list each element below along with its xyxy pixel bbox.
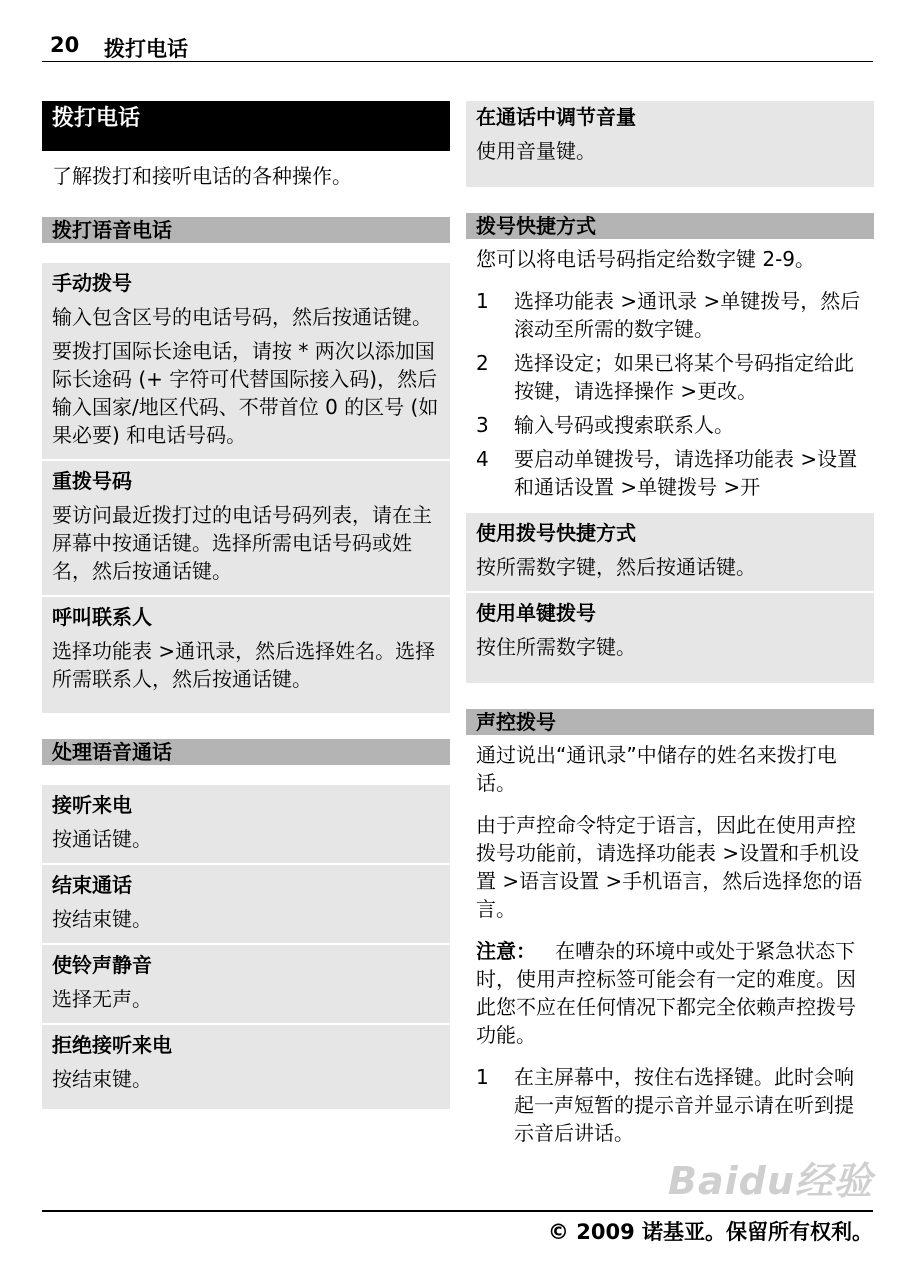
footer-divider <box>42 1210 873 1212</box>
volume-heading: 在通话中调节音量 <box>476 105 636 129</box>
manual-dial-text-1: 输入包含区号的电话号码，然后按通话键。 <box>52 305 432 329</box>
watermark: Baidu经验 <box>668 1159 873 1203</box>
list-item: 3 输入号码或搜索联系人。 <box>476 413 734 437</box>
call-contact-heading: 呼叫联系人 <box>52 605 152 629</box>
right-column <box>466 101 874 1153</box>
list-item: 4 要启动单键拨号，请选择功能表 >设置和通话设置 >单键拨号 >开 <box>476 447 858 499</box>
redial-heading: 重拨号码 <box>52 469 132 493</box>
speed-dial-intro: 您可以将电话号码指定给数字键 2-9。 <box>476 247 816 271</box>
manual-dial-heading: 手动拨号 <box>52 271 132 295</box>
call-contact-box <box>42 597 450 713</box>
end-call-text: 按结束键。 <box>52 907 152 931</box>
footer-copyright: © 2009 诺基亚。保留所有权利。 <box>547 1220 873 1244</box>
end-call-box <box>42 865 450 943</box>
use-speed-dial-box <box>466 513 874 591</box>
mute-text: 选择无声。 <box>52 987 152 1011</box>
volume-box <box>466 101 874 187</box>
single-key-dial-heading: 使用单键拨号 <box>476 601 596 625</box>
speed-dial-steps <box>476 287 864 501</box>
voice-dial-text-2: 由于声控命令特定于语言，因此在使用声控拨号功能前，请选择功能表 >设置和手机设置 >语言设置 >手机语言，然后选择您的语言。 <box>476 813 863 921</box>
volume-text: 使用音量键。 <box>476 139 596 163</box>
answer-box <box>42 785 450 863</box>
single-key-dial-text: 按住所需数字键。 <box>476 635 636 659</box>
redial-box <box>42 461 450 595</box>
reject-text: 按结束键。 <box>52 1067 152 1091</box>
page-header <box>42 33 873 62</box>
voice-dial-body <box>466 735 874 1147</box>
use-speed-dial-heading: 使用拨号快捷方式 <box>476 521 636 545</box>
mute-box <box>42 945 450 1023</box>
page-number: 20 <box>50 33 80 57</box>
single-key-dial-box <box>466 593 874 683</box>
mute-heading: 使铃声静音 <box>52 953 152 977</box>
reject-box <box>42 1025 450 1109</box>
voice-dial-text-1: 通过说出“通讯录”中储存的姓名来拨打电话。 <box>476 743 837 795</box>
note-label: 注意： <box>476 939 536 963</box>
chapter-intro: 了解拨打和接听电话的各种操作。 <box>52 164 352 188</box>
manual-dial-text-2: 要拨打国际长途电话，请按 * 两次以添加国际长途码 (+ 字符可代替国际接入码)，然后输入国家/地区代码、不带首位 0 的区号 (如果必要) 和电话号码。 <box>52 339 439 447</box>
section-title-voice-call: 拨打语音电话 <box>42 217 450 243</box>
answer-heading: 接听来电 <box>52 793 132 817</box>
answer-text: 按通话键。 <box>52 827 152 851</box>
use-speed-dial-text: 按所需数字键，然后按通话键。 <box>476 555 756 579</box>
note-text: 在嘈杂的环境中或处于紧急状态下时，使用声控标签可能会有一定的难度。因此您不应在任何情况下都完全依赖声控拨号功能。 <box>476 939 856 1047</box>
chapter-title: 拨打电话 <box>42 101 450 151</box>
header-title: 拨打电话 <box>104 37 188 61</box>
voice-dial-note <box>476 937 864 1049</box>
manual-dial-box <box>42 263 450 459</box>
reject-heading: 拒绝接听来电 <box>52 1033 172 1057</box>
redial-text: 要访问最近拨打过的电话号码列表，请在主屏幕中按通话键。选择所需电话号码或姓名，然后按通话键。 <box>52 503 432 583</box>
speed-dial-body <box>466 239 874 501</box>
list-item: 1 选择功能表 >通讯录 >单键拨号，然后滚动至所需的数字键。 <box>476 289 861 341</box>
section-title-speed-dial: 拨号快捷方式 <box>466 213 874 239</box>
left-column <box>42 101 450 1109</box>
list-item: 1 在主屏幕中，按住右选择键。此时会响起一声短暂的提示音并显示请在听到提示音后讲话。 <box>476 1065 854 1145</box>
section-title-voice-dial: 声控拨号 <box>466 709 874 735</box>
end-call-heading: 结束通话 <box>52 873 132 897</box>
section-title-handle-call: 处理语音通话 <box>42 739 450 765</box>
call-contact-text: 选择功能表 >通讯录，然后选择姓名。选择所需联系人，然后按通话键。 <box>52 639 436 691</box>
voice-dial-steps <box>476 1063 864 1147</box>
list-item: 2 选择设定；如果已将某个号码指定给此按键，请选择操作 >更改。 <box>476 351 854 403</box>
